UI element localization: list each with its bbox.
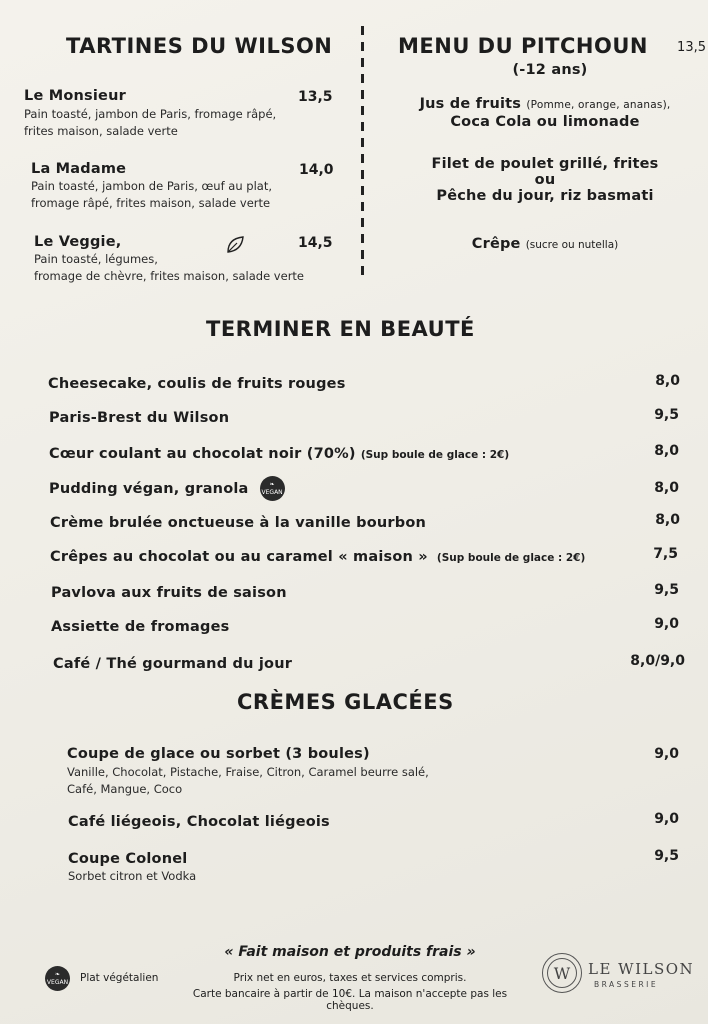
footer-slogan: « Fait maison et produits frais » xyxy=(224,944,476,960)
vegan-badge-label: VEGAN xyxy=(46,979,69,986)
pitchoun-line4: ou xyxy=(534,172,556,188)
pitchoun-line1-note: (Pomme, orange, ananas), xyxy=(526,99,671,111)
tartines-title: TARTINES DU WILSON xyxy=(66,34,333,58)
vegan-legend: Plat végétalien xyxy=(80,972,159,984)
item-name: Assiette de fromages xyxy=(51,619,230,635)
item-price: 14,5 xyxy=(298,235,333,251)
item-desc: frites maison, salade verte xyxy=(24,124,178,138)
item-price: 8,0 xyxy=(654,480,679,496)
item-name: Pudding végan, granola xyxy=(49,481,249,497)
item-price: 9,5 xyxy=(654,582,679,598)
menu-item-veggie xyxy=(34,234,334,285)
glace-item xyxy=(68,848,679,885)
item-price: 8,0/9,0 xyxy=(630,653,685,669)
item-name: Coupe Colonel xyxy=(68,851,188,867)
glace-item xyxy=(67,746,679,798)
footer-line1: Prix net en euros, taxes et services compris. xyxy=(233,972,467,984)
item-price: 9,0 xyxy=(654,746,679,762)
brand-logo xyxy=(542,953,582,993)
dessert-row xyxy=(49,407,679,426)
pitchoun-drinks xyxy=(380,96,708,130)
dessert-row xyxy=(50,512,680,531)
item-price: 14,0 xyxy=(299,162,334,178)
dessert-row xyxy=(49,476,679,501)
pitchoun-subtitle: (-12 ans) xyxy=(512,62,588,78)
item-price: 7,5 xyxy=(653,546,678,562)
item-desc: Vanille, Chocolat, Pistache, Fraise, Citron, Caramel beurre salé, xyxy=(67,765,429,779)
item-desc: fromage râpé, frites maison, salade verte xyxy=(31,196,271,210)
item-desc: Café, Mangue, Coco xyxy=(67,782,183,796)
item-note: (Sup boule de glace : 2€) xyxy=(360,449,510,461)
pitchoun-line1: Jus de fruits xyxy=(419,96,522,112)
item-name: Coupe de glace ou sorbet (3 boules) xyxy=(67,746,370,762)
dessert-row xyxy=(51,582,679,601)
footer-line2: Carte bancaire à partir de 10€. La maison n'accepte pas les chèques. xyxy=(192,988,508,1012)
item-price: 9,5 xyxy=(654,407,679,423)
item-name: Cœur coulant au chocolat noir (70%) xyxy=(49,446,356,462)
item-desc: Pain toasté, jambon de Paris, œuf au plat, xyxy=(31,179,272,193)
item-name: Café liégeois, Chocolat liégeois xyxy=(68,814,330,830)
dessert-row xyxy=(49,443,679,462)
item-price: 9,0 xyxy=(654,811,679,827)
item-desc: Sorbet citron et Vodka xyxy=(68,869,197,883)
item-name: Crêpes au chocolat ou au caramel « maison » xyxy=(50,549,428,565)
pitchoun-title: MENU DU PITCHOUN xyxy=(398,34,648,58)
brand-logo-letter: W xyxy=(547,958,577,988)
item-name: Le Veggie, xyxy=(34,234,122,250)
item-price: 8,0 xyxy=(654,443,679,459)
item-price: 8,0 xyxy=(655,373,680,389)
brand-sub: BRASSERIE xyxy=(594,980,659,989)
item-note: (Sup boule de glace : 2€) xyxy=(436,552,586,564)
brand-name: LE WILSON xyxy=(588,960,695,978)
pitchoun-mains xyxy=(378,156,708,204)
item-name: Café / Thé gourmand du jour xyxy=(53,656,293,672)
vegan-icon: ❧ VEGAN xyxy=(45,966,70,991)
item-name: Le Monsieur xyxy=(24,88,126,104)
item-name: La Madame xyxy=(31,161,127,177)
menu-item-madame xyxy=(31,161,336,212)
dessert-row xyxy=(48,373,680,392)
item-price: 8,0 xyxy=(655,512,680,528)
item-desc: fromage de chèvre, frites maison, salade verte xyxy=(34,269,305,283)
glaces-title: CRÈMES GLACÉES xyxy=(237,690,454,714)
dessert-row xyxy=(51,616,679,635)
pitchoun-line3: Filet de poulet grillé, frites xyxy=(431,156,659,172)
pitchoun-line2: Coca Cola ou limonade xyxy=(450,114,640,130)
leaf-icon xyxy=(224,234,246,256)
pitchoun-price: 13,5 xyxy=(677,40,706,55)
section-divider xyxy=(361,26,364,278)
dessert-row xyxy=(53,653,685,672)
item-price: 9,0 xyxy=(654,616,679,632)
item-name: Cheesecake, coulis de fruits rouges xyxy=(48,376,346,392)
vegan-icon: ❧ VEGAN xyxy=(260,476,285,501)
item-name: Crème brulée onctueuse à la vanille bourbon xyxy=(50,515,427,531)
item-desc: Pain toasté, légumes, xyxy=(34,252,158,266)
vegan-badge-label: VEGAN xyxy=(261,489,283,496)
pitchoun-line6-note: (sucre ou nutella) xyxy=(525,239,619,251)
menu-item-monsieur xyxy=(24,88,334,140)
pitchoun-line6: Crêpe xyxy=(471,236,521,252)
item-price: 13,5 xyxy=(298,89,333,105)
glace-item xyxy=(68,811,679,830)
item-price: 9,5 xyxy=(654,848,679,864)
item-name: Paris-Brest du Wilson xyxy=(49,410,230,426)
item-desc: Pain toasté, jambon de Paris, fromage râpé, xyxy=(24,107,277,121)
desserts-title: TERMINER EN BEAUTÉ xyxy=(206,317,475,341)
dessert-row xyxy=(50,546,678,565)
item-name: Pavlova aux fruits de saison xyxy=(51,585,287,601)
pitchoun-dessert xyxy=(380,233,708,252)
pitchoun-line5: Pêche du jour, riz basmati xyxy=(436,188,654,204)
